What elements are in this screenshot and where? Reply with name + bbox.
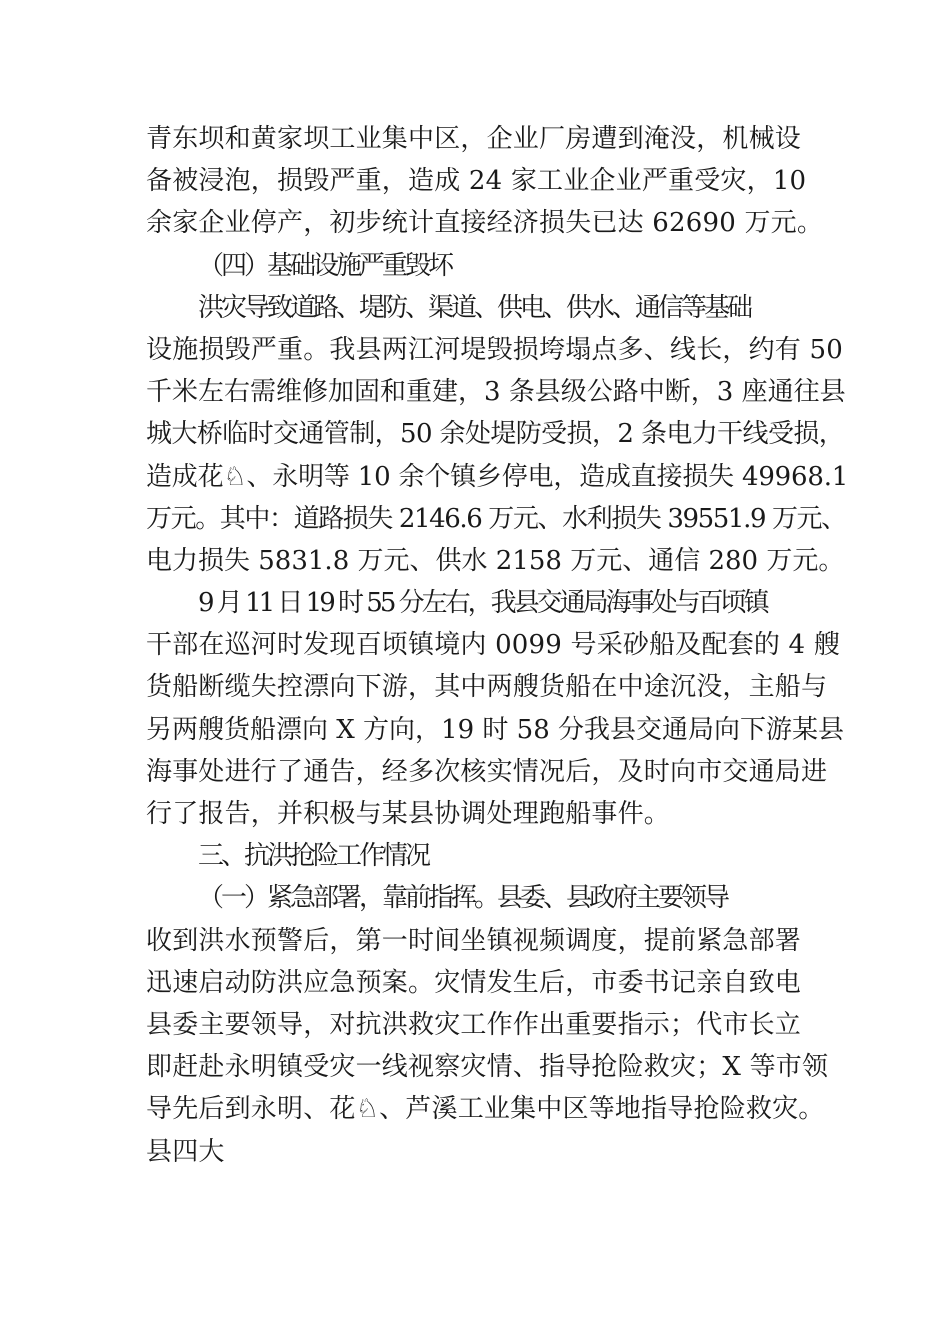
text-line: 县四大 — [146, 1136, 225, 1167]
text-line: 千米左右需维修加固和重建，3 条县级公路中断，3 座通往县 — [146, 377, 846, 408]
text-line: 洪灾导致道路、堤防、渠道、供电、供水、通信等基础 — [198, 292, 751, 323]
text-line: 三、抗洪抢险工作情况 — [198, 841, 429, 872]
text-line: 县委主要领导，对抗洪救灾工作作出重要指示；代市长立 — [146, 1009, 802, 1040]
text-line: 电力损失 5831.8 万元、供水 2158 万元、通信 280 万元。 — [146, 545, 845, 576]
text-line: 行了报告，并积极与某县协调处理跑船事件。 — [146, 799, 671, 829]
text-line: 即赶赴永明镇受灾一线视察灾情、指导抢险救灾；X 等市领 — [146, 1052, 829, 1083]
text-line: 青东坝和黄家坝工业集中区，企业厂房遭到淹没，机械设 — [146, 124, 802, 154]
text-line: 造成花♘、永明等 10 余个镇乡停电，造成直接损失 49968.1 — [146, 461, 849, 492]
text-line: 收到洪水预警后，第一时间坐镇视频调度，提前紧急部署 — [146, 925, 802, 956]
text-line: 9 月 11 日 19 时 55 分左右，我县交通局海事处与百顷镇 — [198, 588, 767, 619]
text-line: 万元。其中：道路损失 2146.6 万元、水利损失 39551.9 万元、 — [146, 503, 846, 534]
text-line: （一）紧急部署，靠前指挥。县委、县政府主要领导 — [198, 883, 728, 914]
text-line: 城大桥临时交通管制，50 余处堤防受损，2 条电力干线受损， — [146, 419, 845, 450]
text-line: 另两艘货船漂向 X 方向，19 时 58 分我县交通局向下游某县 — [146, 714, 845, 745]
text-line: 货船断缆失控漂向下游，其中两艘货船在中途沉没，主船与 — [146, 672, 828, 703]
text-line: 余家企业停产，初步统计直接经济损失已达 62690 万元。 — [146, 208, 824, 239]
text-line: 导先后到永明、花♘、芦溪工业集中区等地指导抢险救灾。 — [146, 1094, 825, 1125]
text-line: 海事处进行了通告，经多次核实情况后，及时向市交通局进 — [146, 756, 828, 787]
text-line: 设施损毁严重。我县两江河堤毁损垮塌点多、线长，约有 50 — [146, 334, 843, 365]
text-line: （四）基础设施严重毁坏 — [198, 250, 452, 281]
text-line: 备被浸泡，损毁严重，造成 24 家工业企业严重受灾，10 — [146, 166, 807, 197]
text-line: 迅速启动防洪应急预案。灾情发生后，市委书记亲自致电 — [146, 967, 802, 998]
text-line: 干部在巡河时发现百顷镇境内 0099 号采砂船及配套的 4 艘 — [146, 630, 840, 661]
body-text — [146, 118, 849, 1173]
